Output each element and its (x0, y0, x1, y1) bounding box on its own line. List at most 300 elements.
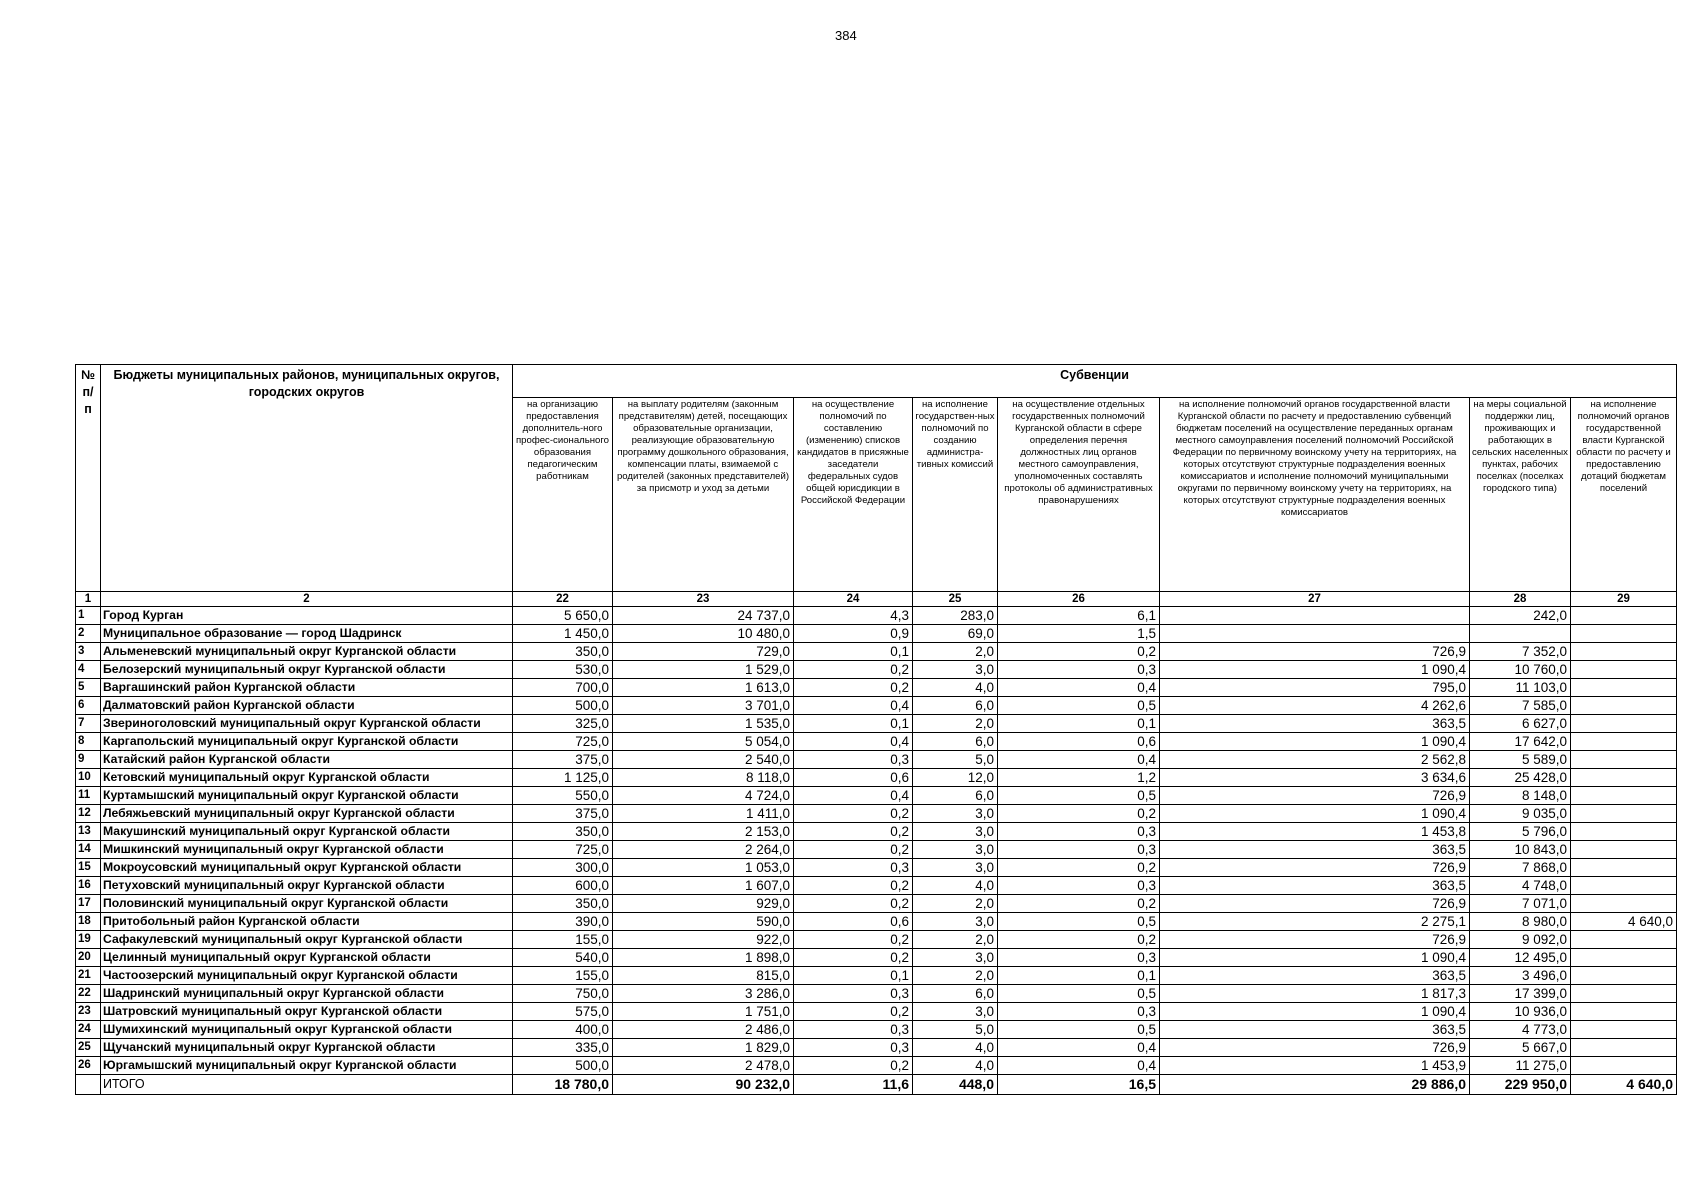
value-cell: 750,0 (513, 985, 613, 1003)
value-cell: 5 054,0 (613, 733, 794, 751)
row-number: 23 (76, 1003, 101, 1021)
value-cell: 2 275,1 (1160, 913, 1470, 931)
value-cell: 6,0 (913, 697, 998, 715)
value-cell: 0,3 (794, 859, 913, 877)
column-number: 28 (1470, 592, 1571, 607)
value-cell: 1 898,0 (613, 949, 794, 967)
value-cell: 12 495,0 (1470, 949, 1571, 967)
value-cell: 0,3 (794, 985, 913, 1003)
column-numbers (76, 592, 1677, 607)
value-cell: 726,9 (1160, 859, 1470, 877)
value-cell: 1 613,0 (613, 679, 794, 697)
municipality-name: Звериноголовский муниципальный округ Курганской области (101, 715, 513, 733)
value-cell: 5,0 (913, 751, 998, 769)
value-cell: 0,1 (794, 715, 913, 733)
column-description: на осуществление полномочий по составлению (изменению) списков кандидатов в присяжные заседатели федеральных судов общей юрисдикции в Российской Федерации (794, 398, 913, 592)
value-cell: 4,0 (913, 877, 998, 895)
row-number: 22 (76, 985, 101, 1003)
value-cell: 25 428,0 (1470, 769, 1571, 787)
table-row (76, 643, 1677, 661)
column-description: на исполнение полномочий органов государственной власти Курганской области по расчету и предоставлению дотаций бюджетам поселений (1571, 398, 1677, 592)
table-row (76, 949, 1677, 967)
row-number: 15 (76, 859, 101, 877)
value-cell: 5,0 (913, 1021, 998, 1039)
value-cell (1571, 625, 1677, 643)
value-cell: 17 399,0 (1470, 985, 1571, 1003)
value-cell: 7 071,0 (1470, 895, 1571, 913)
value-cell: 0,1 (998, 715, 1160, 733)
value-cell: 283,0 (913, 607, 998, 625)
row-number: 18 (76, 913, 101, 931)
table-row (76, 661, 1677, 679)
value-cell: 0,3 (794, 751, 913, 769)
value-cell: 3,0 (913, 859, 998, 877)
value-cell: 726,9 (1160, 1039, 1470, 1057)
column-description: на осуществление отдельных государственных полномочий Курганской области в сфере определения перечня должностных лиц органов местного самоуправления, уполномоченных составлять протоколы об административных правонарушениях (998, 398, 1160, 592)
value-cell (1571, 985, 1677, 1003)
table-row (76, 769, 1677, 787)
value-cell: 1 090,4 (1160, 661, 1470, 679)
value-cell (1571, 931, 1677, 949)
value-cell: 1 090,4 (1160, 1003, 1470, 1021)
value-cell: 10 843,0 (1470, 841, 1571, 859)
value-cell: 10 760,0 (1470, 661, 1571, 679)
value-cell: 0,2 (998, 643, 1160, 661)
value-cell: 1 450,0 (513, 625, 613, 643)
value-cell: 500,0 (513, 697, 613, 715)
value-cell: 3 286,0 (613, 985, 794, 1003)
municipality-name: Шатровский муниципальный округ Курганской области (101, 1003, 513, 1021)
column-description: на исполнение государствен-ных полномочий по созданию администра-тивных комиссий (913, 398, 998, 592)
municipality-name: Юргамышский муниципальный округ Курганской области (101, 1057, 513, 1075)
column-number: 22 (513, 592, 613, 607)
value-cell (1470, 625, 1571, 643)
value-cell (1571, 715, 1677, 733)
value-cell: 0,3 (998, 661, 1160, 679)
value-cell: 5 589,0 (1470, 751, 1571, 769)
value-cell: 530,0 (513, 661, 613, 679)
value-cell (1571, 751, 1677, 769)
row-number: 24 (76, 1021, 101, 1039)
value-cell: 5 667,0 (1470, 1039, 1571, 1057)
value-cell: 2,0 (913, 895, 998, 913)
table-row (76, 607, 1677, 625)
value-cell: 3,0 (913, 1003, 998, 1021)
value-cell: 363,5 (1160, 1021, 1470, 1039)
value-cell: 0,6 (794, 913, 913, 931)
value-cell: 726,9 (1160, 787, 1470, 805)
value-cell: 0,2 (794, 1003, 913, 1021)
value-cell: 9 092,0 (1470, 931, 1571, 949)
value-cell: 0,3 (998, 823, 1160, 841)
value-cell: 0,3 (998, 877, 1160, 895)
value-cell: 1 453,9 (1160, 1057, 1470, 1075)
value-cell: 4,3 (794, 607, 913, 625)
municipality-name: Половинский муниципальный округ Курганской области (101, 895, 513, 913)
table-row (76, 751, 1677, 769)
value-cell: 0,3 (998, 1003, 1160, 1021)
value-cell: 3 496,0 (1470, 967, 1571, 985)
value-cell: 0,2 (794, 949, 913, 967)
value-cell: 5 796,0 (1470, 823, 1571, 841)
total-label: ИТОГО (101, 1075, 513, 1095)
value-cell (1571, 841, 1677, 859)
value-cell: 1 053,0 (613, 859, 794, 877)
municipality-name: Лебяжьевский муниципальный округ Курганской области (101, 805, 513, 823)
row-number: 20 (76, 949, 101, 967)
value-cell (1571, 697, 1677, 715)
row-number: 8 (76, 733, 101, 751)
row-number: 16 (76, 877, 101, 895)
subventions-table (75, 364, 1677, 1095)
value-cell: 3 634,6 (1160, 769, 1470, 787)
value-cell: 8 118,0 (613, 769, 794, 787)
value-cell: 600,0 (513, 877, 613, 895)
row-number: 2 (76, 625, 101, 643)
value-cell (1571, 895, 1677, 913)
value-cell: 8 148,0 (1470, 787, 1571, 805)
row-number: 4 (76, 661, 101, 679)
value-cell: 0,2 (794, 877, 913, 895)
value-cell: 0,2 (998, 895, 1160, 913)
value-cell: 17 642,0 (1470, 733, 1571, 751)
value-cell: 335,0 (513, 1039, 613, 1057)
value-cell: 3,0 (913, 949, 998, 967)
row-number: 17 (76, 895, 101, 913)
table-row (76, 823, 1677, 841)
value-cell: 795,0 (1160, 679, 1470, 697)
value-cell: 24 737,0 (613, 607, 794, 625)
municipality-name: Петуховский муниципальный округ Курганской области (101, 877, 513, 895)
value-cell: 400,0 (513, 1021, 613, 1039)
municipality-name: Частоозерский муниципальный округ Курганской области (101, 967, 513, 985)
value-cell: 8 980,0 (1470, 913, 1571, 931)
municipality-name: Далматовский район Курганской области (101, 697, 513, 715)
value-cell: 7 585,0 (1470, 697, 1571, 715)
value-cell (1571, 643, 1677, 661)
value-cell: 0,6 (998, 733, 1160, 751)
value-cell: 0,5 (998, 985, 1160, 1003)
value-cell: 325,0 (513, 715, 613, 733)
value-cell: 0,2 (794, 805, 913, 823)
table-row (76, 1039, 1677, 1057)
table-row (76, 1021, 1677, 1039)
value-cell: 726,9 (1160, 931, 1470, 949)
value-cell: 4 773,0 (1470, 1021, 1571, 1039)
value-cell: 2 562,8 (1160, 751, 1470, 769)
column-description: на организацию предоставления дополнитель-ного профес-сионального образования педагогическим работникам (513, 398, 613, 592)
row-number: 26 (76, 1057, 101, 1075)
value-cell (1571, 805, 1677, 823)
value-cell: 0,2 (794, 895, 913, 913)
value-cell: 1 817,3 (1160, 985, 1470, 1003)
value-cell: 0,2 (998, 931, 1160, 949)
value-cell: 0,2 (794, 823, 913, 841)
value-cell: 0,4 (794, 697, 913, 715)
table-row (76, 715, 1677, 733)
value-cell: 375,0 (513, 751, 613, 769)
table-row (76, 625, 1677, 643)
total-value: 90 232,0 (613, 1075, 794, 1095)
total-value: 18 780,0 (513, 1075, 613, 1095)
table-row (76, 805, 1677, 823)
value-cell: 6,0 (913, 733, 998, 751)
table-row (76, 859, 1677, 877)
value-cell: 350,0 (513, 823, 613, 841)
value-cell: 0,2 (998, 805, 1160, 823)
total-value: 29 886,0 (1160, 1075, 1470, 1095)
value-cell: 1 411,0 (613, 805, 794, 823)
value-cell: 0,6 (794, 769, 913, 787)
value-cell: 0,3 (998, 841, 1160, 859)
municipality-name: Город Курган (101, 607, 513, 625)
row-number: 3 (76, 643, 101, 661)
value-cell: 729,0 (613, 643, 794, 661)
municipality-name: Притобольный район Курганской области (101, 913, 513, 931)
value-cell: 2,0 (913, 643, 998, 661)
column-number: 29 (1571, 592, 1677, 607)
value-cell: 2 478,0 (613, 1057, 794, 1075)
column-description: на исполнение полномочий органов государственной власти Курганской области по расчету и предоставлению субвенций бюджетам поселений на осуществление переданных органам местного самоуправления поселений полномочий Российской Федерации по первичному воинскому учету на территориях, на которых отсутствуют структурные подразделения военных комиссариатов и исполнение полномочий муниципальными округами по первичному воинскому учету на территориях, на которых отсутствуют структурные подразделения военных комиссариатов (1160, 398, 1470, 592)
value-cell: 1 529,0 (613, 661, 794, 679)
value-cell: 0,4 (998, 679, 1160, 697)
value-cell: 363,5 (1160, 967, 1470, 985)
page-number: 384 (835, 28, 857, 43)
value-cell: 1 453,8 (1160, 823, 1470, 841)
value-cell: 6,0 (913, 985, 998, 1003)
municipality-name: Мишкинский муниципальный округ Курганской области (101, 841, 513, 859)
value-cell: 2,0 (913, 931, 998, 949)
value-cell: 1,2 (998, 769, 1160, 787)
total-empty-cell (76, 1075, 101, 1095)
value-cell (1571, 859, 1677, 877)
table-row (76, 877, 1677, 895)
value-cell (1571, 877, 1677, 895)
value-cell: 11 103,0 (1470, 679, 1571, 697)
column-number: 26 (998, 592, 1160, 607)
value-cell: 6 627,0 (1470, 715, 1571, 733)
value-cell: 0,3 (998, 949, 1160, 967)
value-cell: 0,1 (998, 967, 1160, 985)
value-cell: 242,0 (1470, 607, 1571, 625)
value-cell: 4,0 (913, 1057, 998, 1075)
value-cell: 3,0 (913, 805, 998, 823)
value-cell: 7 352,0 (1470, 643, 1571, 661)
total-value: 4 640,0 (1571, 1075, 1677, 1095)
row-number: 12 (76, 805, 101, 823)
value-cell: 550,0 (513, 787, 613, 805)
value-cell: 3,0 (913, 913, 998, 931)
column-number: 2 (101, 592, 513, 607)
row-number: 6 (76, 697, 101, 715)
value-cell: 0,2 (794, 679, 913, 697)
municipality-name: Альменевский муниципальный округ Курганской области (101, 643, 513, 661)
value-cell: 4 724,0 (613, 787, 794, 805)
value-cell: 155,0 (513, 967, 613, 985)
value-cell: 2,0 (913, 715, 998, 733)
value-cell: 0,2 (794, 841, 913, 859)
value-cell: 1 751,0 (613, 1003, 794, 1021)
row-number: 1 (76, 607, 101, 625)
value-cell: 725,0 (513, 733, 613, 751)
value-cell: 922,0 (613, 931, 794, 949)
row-number: 21 (76, 967, 101, 985)
value-cell: 0,1 (794, 967, 913, 985)
table-row (76, 985, 1677, 1003)
value-cell: 2 264,0 (613, 841, 794, 859)
value-cell: 1 090,4 (1160, 733, 1470, 751)
value-cell: 390,0 (513, 913, 613, 931)
value-cell: 0,5 (998, 1021, 1160, 1039)
group-header: Субвенции (513, 365, 1677, 398)
value-cell (1571, 823, 1677, 841)
value-cell: 0,2 (794, 661, 913, 679)
column-description: на выплату родителям (законным представителям) детей, посещающих образовательные организации, реализующие образовательную программу дошкольного образования, компенсации платы, взимаемой с родителей (законных представителей) за присмотр и уход за детьми (613, 398, 794, 592)
municipality-name: Мокроусовский муниципальный округ Курганской области (101, 859, 513, 877)
value-cell (1571, 1057, 1677, 1075)
total-value: 11,6 (794, 1075, 913, 1095)
row-number: 10 (76, 769, 101, 787)
value-cell: 0,2 (998, 859, 1160, 877)
value-cell (1571, 1039, 1677, 1057)
municipality-name: Муниципальное образование — город Шадринск (101, 625, 513, 643)
value-cell: 0,5 (998, 913, 1160, 931)
value-cell: 0,2 (794, 931, 913, 949)
value-cell (1571, 787, 1677, 805)
table-row (76, 841, 1677, 859)
value-cell: 590,0 (613, 913, 794, 931)
row-number: 11 (76, 787, 101, 805)
row-number: 9 (76, 751, 101, 769)
value-cell (1160, 607, 1470, 625)
value-cell: 540,0 (513, 949, 613, 967)
value-cell: 815,0 (613, 967, 794, 985)
municipality-name: Шадринский муниципальный округ Курганской области (101, 985, 513, 1003)
value-cell: 11 275,0 (1470, 1057, 1571, 1075)
value-cell: 0,4 (998, 751, 1160, 769)
table-row (76, 913, 1677, 931)
value-cell: 10 480,0 (613, 625, 794, 643)
value-cell: 0,9 (794, 625, 913, 643)
value-cell: 0,3 (794, 1039, 913, 1057)
value-cell: 1 090,4 (1160, 949, 1470, 967)
value-cell: 700,0 (513, 679, 613, 697)
column-number: 1 (76, 592, 101, 607)
value-cell: 0,4 (794, 733, 913, 751)
table-row (76, 679, 1677, 697)
value-cell: 575,0 (513, 1003, 613, 1021)
row-number: 13 (76, 823, 101, 841)
value-cell: 4,0 (913, 679, 998, 697)
value-cell: 500,0 (513, 1057, 613, 1075)
municipality-name: Катайский район Курганской области (101, 751, 513, 769)
value-cell: 0,4 (998, 1039, 1160, 1057)
value-cell: 0,3 (794, 1021, 913, 1039)
value-cell: 1 607,0 (613, 877, 794, 895)
municipality-name: Сафакулевский муниципальный округ Курганской области (101, 931, 513, 949)
value-cell: 2 540,0 (613, 751, 794, 769)
value-cell: 12,0 (913, 769, 998, 787)
row-number: 19 (76, 931, 101, 949)
total-value: 16,5 (998, 1075, 1160, 1095)
value-cell: 1 829,0 (613, 1039, 794, 1057)
value-cell: 4,0 (913, 1039, 998, 1057)
column-number: 27 (1160, 592, 1470, 607)
value-cell: 0,2 (794, 1057, 913, 1075)
value-cell: 2 486,0 (613, 1021, 794, 1039)
name-header: Бюджеты муниципальных районов, муниципальных округов, городских округов (101, 365, 513, 592)
municipality-name: Шумихинский муниципальный округ Курганской области (101, 1021, 513, 1039)
value-cell: 5 650,0 (513, 607, 613, 625)
row-number: 14 (76, 841, 101, 859)
table-row (76, 1003, 1677, 1021)
municipality-name: Кетовский муниципальный округ Курганской области (101, 769, 513, 787)
value-cell (1571, 733, 1677, 751)
value-cell (1571, 607, 1677, 625)
table-row (76, 895, 1677, 913)
column-description: на меры социальной поддержки лиц, проживающих и работающих в сельских населенных пунктах, рабочих поселках (поселках городского типа) (1470, 398, 1571, 592)
value-cell: 3,0 (913, 841, 998, 859)
municipality-name: Белозерский муниципальный округ Курганской области (101, 661, 513, 679)
table-row (76, 697, 1677, 715)
total-value: 229 950,0 (1470, 1075, 1571, 1095)
value-cell: 3,0 (913, 661, 998, 679)
num-header: № п/п (76, 365, 101, 592)
table-row (76, 931, 1677, 949)
value-cell: 363,5 (1160, 877, 1470, 895)
municipality-name: Куртамышский муниципальный округ Курганской области (101, 787, 513, 805)
value-cell: 6,1 (998, 607, 1160, 625)
value-cell: 7 868,0 (1470, 859, 1571, 877)
value-cell (1571, 661, 1677, 679)
value-cell: 3,0 (913, 823, 998, 841)
total-row (76, 1075, 1677, 1095)
value-cell: 375,0 (513, 805, 613, 823)
value-cell (1571, 769, 1677, 787)
value-cell (1571, 1003, 1677, 1021)
table-row (76, 733, 1677, 751)
value-cell: 10 936,0 (1470, 1003, 1571, 1021)
column-number: 23 (613, 592, 794, 607)
value-cell: 3 701,0 (613, 697, 794, 715)
row-number: 7 (76, 715, 101, 733)
value-cell: 350,0 (513, 643, 613, 661)
value-cell (1160, 625, 1470, 643)
column-number: 25 (913, 592, 998, 607)
value-cell: 2,0 (913, 967, 998, 985)
value-cell: 69,0 (913, 625, 998, 643)
value-cell: 300,0 (513, 859, 613, 877)
value-cell (1571, 1021, 1677, 1039)
value-cell (1571, 949, 1677, 967)
value-cell: 0,5 (998, 787, 1160, 805)
value-cell: 363,5 (1160, 715, 1470, 733)
row-number: 25 (76, 1039, 101, 1057)
value-cell: 363,5 (1160, 841, 1470, 859)
value-cell: 6,0 (913, 787, 998, 805)
value-cell: 0,5 (998, 697, 1160, 715)
value-cell: 1 125,0 (513, 769, 613, 787)
municipality-name: Каргапольский муниципальный округ Курганской области (101, 733, 513, 751)
row-number: 5 (76, 679, 101, 697)
value-cell: 0,4 (794, 787, 913, 805)
value-cell: 0,1 (794, 643, 913, 661)
municipality-name: Щучанский муниципальный округ Курганской области (101, 1039, 513, 1057)
value-cell (1571, 679, 1677, 697)
municipality-name: Макушинский муниципальный округ Курганской области (101, 823, 513, 841)
municipality-name: Целинный муниципальный округ Курганской области (101, 949, 513, 967)
value-cell: 155,0 (513, 931, 613, 949)
